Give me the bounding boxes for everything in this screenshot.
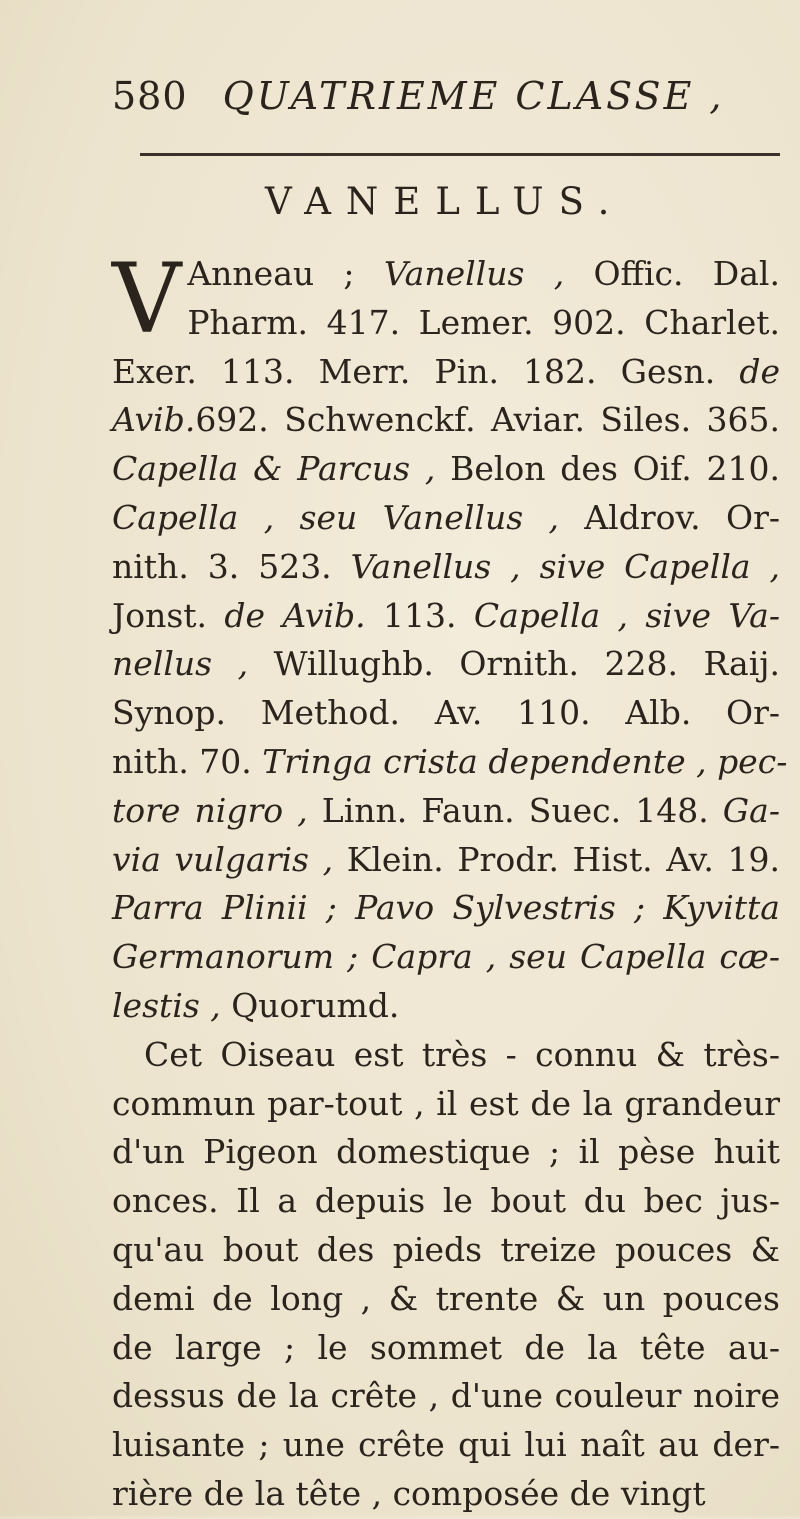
text: nith. 3. 523. [112,546,351,586]
italic-text: Capella & Parcus , [112,449,436,489]
text-line [112,1470,780,1519]
text: Belon des Oif. 210. [435,449,780,489]
text: commun par-tout , il est de la grandeur [112,1083,780,1123]
text-line [112,787,780,836]
text-line [112,1275,780,1324]
italic-text: tore nigro , [112,790,308,830]
text: qu'au bout des pieds treize pouces & [112,1229,780,1269]
text-line [112,1421,780,1470]
text: nith. 70. [112,741,263,781]
text-line [112,884,780,933]
text-line [112,543,780,592]
italic-text: Vanellus , [383,254,565,293]
text-line [112,738,788,787]
text-line [112,1080,780,1129]
paragraph [112,1031,780,1519]
text: Klein. Prodr. Hist. Av. 19. [333,839,780,879]
text: Synop. Method. Av. 110. Alb. Or- [112,693,780,733]
text: rière de la tête , composée de vingt [112,1473,706,1513]
italic-text: Vanellus , sive Capella , [350,546,780,586]
running-title: QUATRIEME CLASSE , [222,74,725,118]
text: dessus de la crête , d'une couleur noire [112,1376,780,1416]
italic-text: de Avib. [224,595,366,635]
text: Willughb. Ornith. 228. Raij. [248,644,780,684]
text-line [112,836,780,885]
text: Pharm. 417. Lemer. 902. Charlet. [187,302,780,342]
text-line [112,299,780,348]
text-line [112,933,780,982]
text: demi de long , & trente & un pouces [112,1278,780,1318]
text: 692. Schwenckf. Aviar. Siles. 365. [195,400,780,440]
italic-text: Ga- [722,790,780,830]
text: Jonst. [112,595,225,635]
text: luisante ; une crête qui lui naît au der- [112,1425,780,1465]
text: onces. Il a depuis le bout du bec jus- [112,1181,780,1221]
text-line [112,640,780,689]
italic-text: lestis , [112,985,221,1025]
italic-text: Parra Plinii ; Pavo Sylvestris ; Kyvitta [112,888,780,928]
italic-text: nellus , [112,644,249,684]
page-number: 580 [112,74,188,118]
text-line [112,1031,780,1080]
text: 113. [365,595,474,635]
text: Cet Oiseau est très - connu & très- [144,1034,780,1074]
italic-text: Capella , seu Vanellus , [112,497,559,537]
text-line [112,494,780,543]
text: Aldrov. Or- [558,497,780,537]
text-line [112,592,780,641]
text-line [112,445,780,494]
text-line [112,250,780,299]
text-line [112,1372,780,1421]
text: Exer. 113. Merr. Pin. 182. Gesn. [112,351,740,391]
italic-text: via vulgaris , [112,839,334,879]
header-rule [140,153,780,156]
text-line [112,982,780,1031]
paragraph [112,243,788,1031]
text: d'un Pigeon domestique ; il pèse huit [112,1132,780,1172]
text-line [112,1324,780,1373]
italic-text: Capella , sive Va- [473,595,780,635]
italic-text: Tringa crista dependente , pec- [262,741,788,781]
text: Quorumd. [220,985,400,1025]
text: Offic. Dal. [564,254,780,293]
italic-text: Avib. [112,400,196,440]
text: Linn. Faun. Suec. 148. [307,790,723,830]
text: de large ; le sommet de la tête au- [112,1327,780,1367]
text: Anneau ; [187,254,384,293]
text-line [112,396,780,445]
text-line [112,1177,780,1226]
section-title: VANELLUS. [265,180,625,223]
italic-text: de [739,351,780,391]
drop-cap: V [112,243,182,355]
page-header [112,74,725,118]
italic-text: Germanorum ; Capra , seu Capella cæ- [112,937,780,977]
body-text [112,243,788,1519]
text-line [112,689,780,738]
text-line [112,1128,780,1177]
text-line [112,348,780,397]
text-line [112,1226,780,1275]
